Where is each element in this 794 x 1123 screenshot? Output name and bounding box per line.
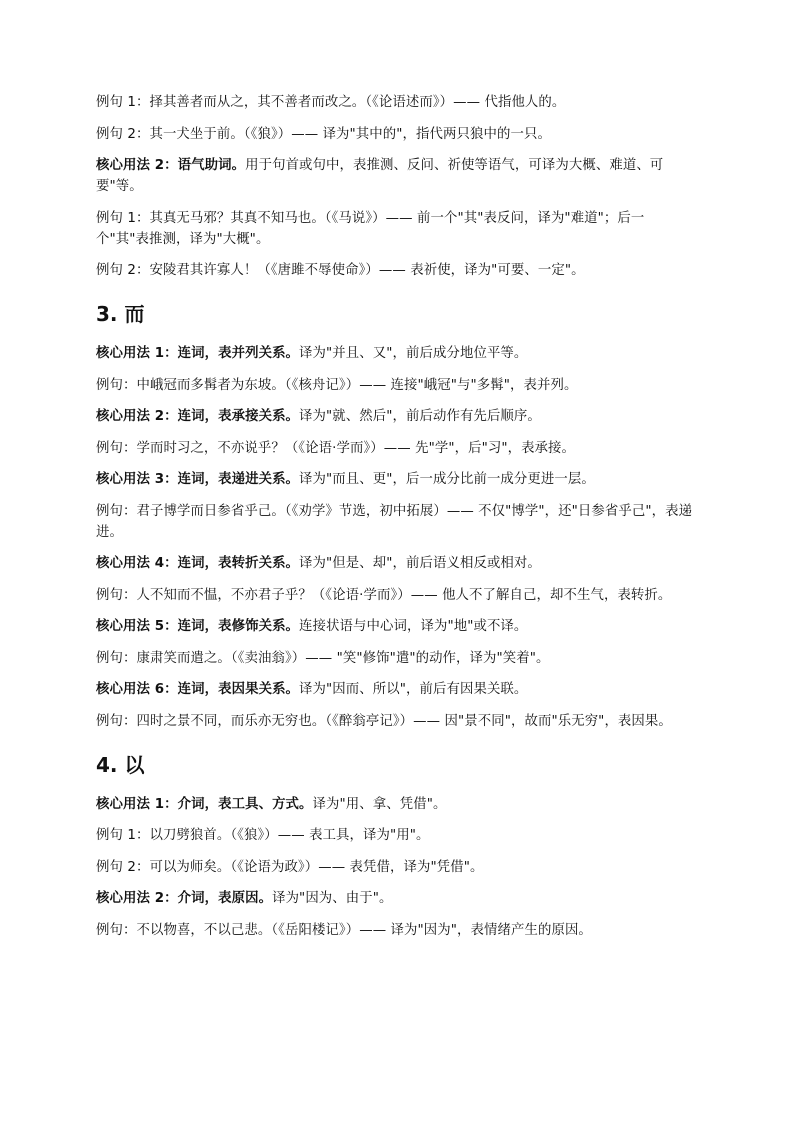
paragraph <box>96 92 696 113</box>
usage-heading: 核心用法 4：连词，表转折关系。 <box>96 556 300 571</box>
paragraph <box>96 825 696 846</box>
usage-heading: 核心用法 1：介词，表工具、方式。 <box>96 796 313 812</box>
paragraph-text: 用于句首或句中，表推测、反问、祈使等语气，可译为大概、难道、可要"等。 <box>96 158 664 194</box>
paragraph <box>96 920 696 941</box>
section-heading: 4. 以 <box>96 752 145 777</box>
usage-heading: 核心用法 5：连词，表修饰关系。 <box>96 619 300 634</box>
paragraph-text: 例句 2：其一犬坐于前。（《狼》）—— 译为"其中的"，指代两只狼中的一只。 <box>96 126 551 142</box>
paragraph-text: 译为"因而、所以"，前后有因果关联。 <box>299 682 528 697</box>
paragraph <box>96 501 696 543</box>
paragraph <box>96 679 696 700</box>
paragraph-text: 连接状语与中心词，译为"地"或不译。 <box>299 619 528 634</box>
paragraph <box>96 438 696 459</box>
paragraph-text: 例句 1：以刀劈狼首。（《狼》）—— 表工具，译为"用"。 <box>96 828 430 843</box>
paragraph-text: 例句：人不知而不愠，不亦君子乎？（《论语·学而》）—— 他人不了解自己，却不生气，表转折。 <box>96 587 672 603</box>
paragraph <box>96 585 696 606</box>
paragraph <box>96 124 696 145</box>
section-heading: 3. 而 <box>96 302 145 326</box>
paragraph-text: 例句 1：其真无马邪？其真不知马也。（《马说》）—— 前一个"其"表反问，译为"难道"；后一个"其"表推测，译为"大概"。 <box>96 210 645 247</box>
paragraph <box>96 155 696 197</box>
paragraph-text: 例句：中峨冠而多髯者为东坡。（《核舟记》）—— 连接"峨冠"与"多髯"，表并列。 <box>96 377 578 393</box>
paragraph-text: 例句：君子博学而日参省乎己。（《劝学》节选，初中拓展）—— 不仅"博学"，还"日参省乎己"，表递进。 <box>96 503 693 540</box>
paragraph <box>96 260 696 281</box>
usage-heading: 核心用法 2：语气助词。 <box>96 158 246 173</box>
paragraph <box>96 406 696 427</box>
usage-heading: 核心用法 6：连词，表因果关系。 <box>96 682 300 697</box>
paragraph <box>96 553 696 574</box>
usage-heading: 核心用法 2：连词，表承接关系。 <box>96 409 300 424</box>
paragraph <box>96 857 696 878</box>
paragraph-text: 译为"因为、由于"。 <box>272 891 393 906</box>
paragraph-text: 译为"而且、更"，后一成分比前一成分更进一层。 <box>299 472 595 487</box>
paragraph-text: 译为"并且、又"，前后成分地位平等。 <box>299 346 528 361</box>
usage-heading: 核心用法 1：连词，表并列关系。 <box>96 346 300 361</box>
document-page <box>96 92 696 951</box>
paragraph <box>96 343 696 364</box>
paragraph-text: 例句：不以物喜，不以己悲。（《岳阳楼记》）—— 译为"因为"，表情绪产生的原因。 <box>96 922 592 938</box>
paragraph-text: 译为"用、拿、凭借"。 <box>312 796 447 812</box>
paragraph <box>96 648 696 669</box>
paragraph-text: 译为"就、然后"，前后动作有先后顺序。 <box>299 409 541 424</box>
paragraph <box>96 208 696 250</box>
paragraph <box>96 711 696 732</box>
paragraph <box>96 375 696 396</box>
paragraph-text: 例句：康肃笑而遣之。（《卖油翁》）—— "笑"修饰"遣"的动作，译为"笑着"。 <box>96 650 550 666</box>
paragraph <box>96 616 696 637</box>
paragraph-text: 例句：四时之景不同，而乐亦无穷也。（《醉翁亭记》）—— 因"景不同"，故而"乐无穷"，表因果。 <box>96 713 672 729</box>
usage-heading: 核心用法 3：连词，表递进关系。 <box>96 472 300 487</box>
paragraph-text: 例句 1：择其善者而从之，其不善者而改之。（《论语述而》）—— 代指他人的。 <box>96 95 566 110</box>
paragraph <box>96 794 696 815</box>
paragraph-text: 译为"但是、却"，前后语义相反或相对。 <box>299 556 541 571</box>
usage-heading: 核心用法 2：介词，表原因。 <box>96 891 273 906</box>
paragraph-text: 例句：学而时习之，不亦说乎？（《论语·学而》）—— 先"学"，后"习"，表承接。 <box>96 440 576 456</box>
paragraph <box>96 469 696 490</box>
paragraph-text: 例句 2：可以为师矣。（《论语为政》）—— 表凭借，译为"凭借"。 <box>96 859 484 875</box>
paragraph <box>96 888 696 909</box>
paragraph-text: 例句 2：安陵君其许寡人！（《唐雎不辱使命》）—— 表祈使，译为"可要、一定"。 <box>96 263 585 278</box>
